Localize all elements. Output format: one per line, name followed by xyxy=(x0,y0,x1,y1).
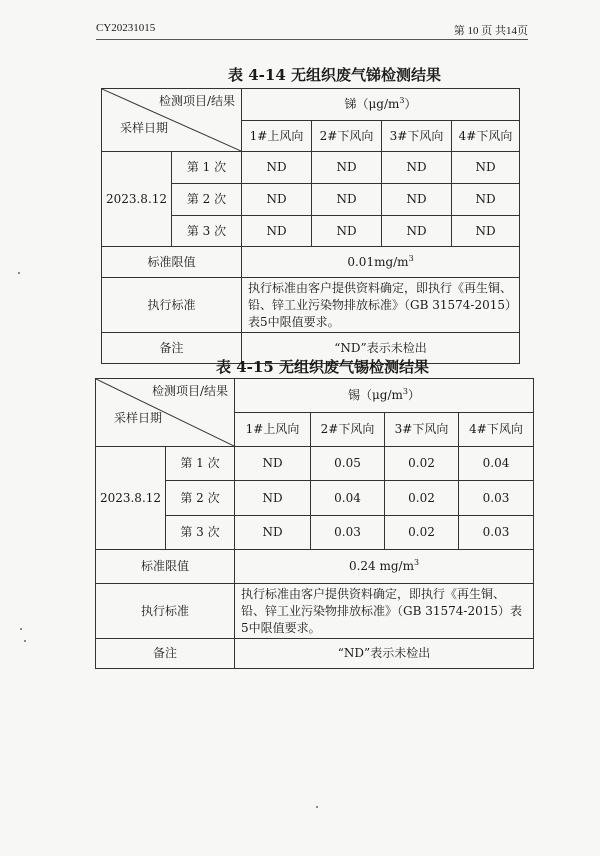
table1-caption: 表 4-14 无组织废气锑检测结果 xyxy=(228,66,441,84)
table-cell: ND xyxy=(235,481,311,516)
date-header: 采样日期 xyxy=(120,121,169,135)
sample-date: 2023.8.12 xyxy=(102,152,172,247)
table1 xyxy=(101,88,520,364)
table-cell: 0.02 xyxy=(385,447,459,481)
page-header xyxy=(96,16,528,36)
standard-text: 执行标准由客户提供资料确定，即执行《再生铜、铅、锌工业污染物排放标准》（GB 31574-2015）表5中限值要求。 xyxy=(242,278,520,333)
column-header: 3#下风向 xyxy=(382,121,452,152)
scan-speck xyxy=(18,272,20,274)
row-label: 第 3 次 xyxy=(166,516,235,550)
page-number: 第 10 页 共14页 xyxy=(453,25,528,37)
standard-label: 执行标准 xyxy=(102,278,242,333)
column-header: 1#上风向 xyxy=(235,413,311,447)
table-cell: ND xyxy=(452,184,520,216)
table-cell: ND xyxy=(312,184,382,216)
table-cell: ND xyxy=(382,184,452,216)
table-cell: ND xyxy=(452,216,520,247)
column-header: 2#下风向 xyxy=(312,121,382,152)
sample-date: 2023.8.12 xyxy=(96,447,166,550)
standard-text: 执行标准由客户提供资料确定，即执行《再生铜、铅、锌工业污染物排放标准》（GB 31574-2015）表5中限值要求。 xyxy=(235,584,534,639)
table-cell: ND xyxy=(382,216,452,247)
table2-caption: 表 4-15 无组织废气锡检测结果 xyxy=(216,358,429,376)
note-text: “ND”表示未检出 xyxy=(242,333,520,364)
table-cell: 0.03 xyxy=(459,481,534,516)
table-cell: ND xyxy=(312,152,382,184)
item-header: 检测项目/结果 xyxy=(151,384,228,398)
table-cell: ND xyxy=(242,152,312,184)
note-label: 备注 xyxy=(96,639,235,669)
note-text: “ND”表示未检出 xyxy=(235,639,534,669)
row-label: 第 1 次 xyxy=(172,152,242,184)
table-cell: ND xyxy=(452,152,520,184)
table-cell: 0.04 xyxy=(311,481,385,516)
date-header: 采样日期 xyxy=(114,411,163,425)
table-cell: 0.05 xyxy=(311,447,385,481)
table-cell: ND xyxy=(312,216,382,247)
diagonal-header-cell xyxy=(102,89,242,152)
row-label: 第 2 次 xyxy=(172,184,242,216)
table-cell: 0.04 xyxy=(459,447,534,481)
limit-value: $0.01mg/m^3$ xyxy=(242,247,520,278)
table-cell: ND xyxy=(242,184,312,216)
table-cell: 0.03 xyxy=(459,516,534,550)
table-cell: ND xyxy=(235,516,311,550)
column-header: 3#下风向 xyxy=(385,413,459,447)
scan-speck xyxy=(316,806,318,808)
header-rule xyxy=(96,39,528,40)
table-cell: 0.02 xyxy=(385,481,459,516)
limit-label: 标准限值 xyxy=(96,550,235,584)
limit-value: 0.24 $mg/m^3$ xyxy=(235,550,534,584)
row-label: 第 3 次 xyxy=(172,216,242,247)
column-header: 2#下风向 xyxy=(311,413,385,447)
table-cell: 0.02 xyxy=(385,516,459,550)
report-code: CY20231015 xyxy=(96,22,156,34)
row-label: 第 2 次 xyxy=(166,481,235,516)
standard-label: 执行标准 xyxy=(96,584,235,639)
column-header: 4#下风向 xyxy=(452,121,520,152)
scan-speck xyxy=(24,640,26,642)
pollutant-header: 锡$(\mu g/m^3)$ xyxy=(235,379,534,413)
column-header: 4#下风向 xyxy=(459,413,534,447)
item-header: 检测项目/结果 xyxy=(158,94,235,108)
diagonal-header-cell xyxy=(96,379,235,447)
note-label: 备注 xyxy=(102,333,242,364)
limit-label: 标准限值 xyxy=(102,247,242,278)
scan-speck xyxy=(20,628,22,630)
table-cell: ND xyxy=(242,216,312,247)
pollutant-header: 锑$(\mu g/m^3)$ xyxy=(242,89,520,121)
table-cell: 0.03 xyxy=(311,516,385,550)
table2 xyxy=(95,378,534,669)
table-cell: ND xyxy=(382,152,452,184)
column-header: 1#上风向 xyxy=(242,121,312,152)
row-label: 第 1 次 xyxy=(166,447,235,481)
table-cell: ND xyxy=(235,447,311,481)
